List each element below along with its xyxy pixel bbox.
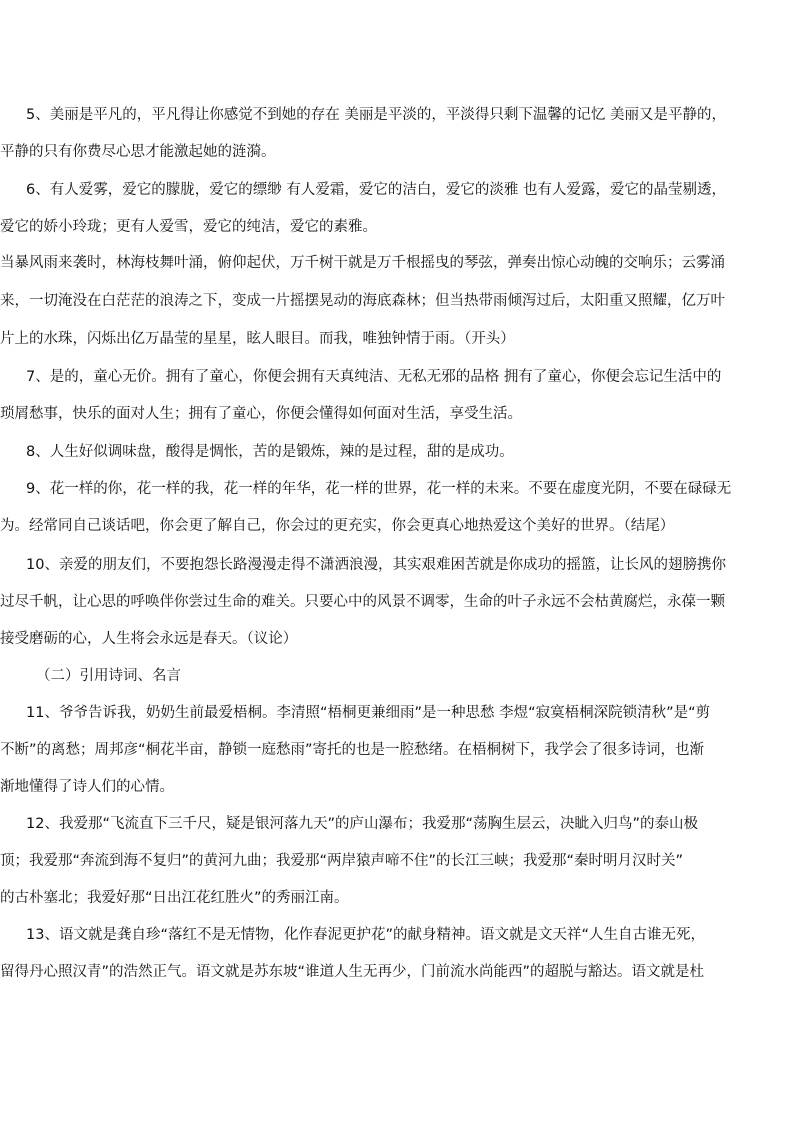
text-line: 接受磨砺的心，人生将会永远是春天。（议论） [0, 631, 298, 647]
section-heading-text: （二）引用诗词、名言 [36, 668, 181, 684]
text-line: 片上的水珠，闪烁出亿万晶莹的星星，眩人眼目。而我，唯独钟情于雨。（开头） [0, 331, 515, 347]
text-line: 渐地懂得了诗人们的心情。 [0, 779, 174, 795]
text-line: 平静的只有你费尽心思才能激起她的涟漪。 [0, 144, 276, 160]
text-line: 来，一切淹没在白茫茫的浪涛之下，变成一片摇摆晃动的海底森林；但当热带雨倾泻过后，太阳重又照耀，亿万叶 [0, 293, 725, 309]
text-line: 8、人生好似调味盘，酸得是惆怅，苦的是锻炼，辣的是过程，甜的是成功。 [26, 444, 514, 460]
text-line: 为。经常同自己谈话吧，你会更了解自己，你会过的更充实，你会更真心地热爱这个美好的世界。（结尾） [0, 518, 675, 534]
text-line: 的古朴塞北；我爱好那“日出江花红胜火”的秀丽江南。 [0, 890, 349, 906]
text-line: 11、爷爷告诉我，奶奶生前最爱梧桐。李清照“梧桐更兼细雨”是一种思愁 李煜“寂寞梧桐深院锁清秋”是“剪 [26, 705, 711, 721]
text-line: 12、我爱那“飞流直下三千尺，疑是银河落九天”的庐山瀑布；我爱那“荡胸生层云，决眦入归鸟”的泰山极 [26, 816, 698, 832]
text-line: 7、是的，童心无价。拥有了童心，你便会拥有天真纯洁、无私无邪的品格 拥有了童心，你便会忘记生活中的 [26, 369, 722, 385]
text-line: 5、美丽是平凡的，平凡得让你感觉不到她的存在 美丽是平淡的，平淡得只剩下温馨的记忆 美丽又是平静的， [26, 107, 726, 123]
text-line: 6、有人爱雾，爱它的朦胧，爱它的缥缈 有人爱霜，爱它的洁白，爱它的淡雅 也有人爱露，爱它的晶莹剔透， [26, 182, 726, 198]
text-line: 留得丹心照汉青”的浩然正气。语文就是苏东坡“谁道人生无再少，门前流水尚能西”的超脱与豁达。语文就是杜 [0, 964, 705, 980]
text-line: 顶；我爱那“奔流到海不复归”的黄河九曲；我爱那“两岸猿声啼不住”的长江三峡；我爱那“秦时明月汉时关” [0, 853, 684, 869]
text-line: 当暴风雨来袭时，林海枝舞叶涌，俯仰起伏，万千树干就是万千根摇曳的琴弦，弹奏出惊心动魄的交响乐；云雾涌 [0, 255, 725, 271]
text-line: 10、亲爱的朋友们，不要抱怨长路漫漫走得不潇洒浪漫，其实艰难困苦就是你成功的摇篮，让长风的翅膀携你 [26, 557, 726, 573]
text-line: 13、语文就是龚自珍“落红不是无情物，化作春泥更护花”的献身精神。语文就是文天祥“人生自古谁无死， [26, 927, 705, 943]
text-line: 9、花一样的你，花一样的我，花一样的年华，花一样的世界，花一样的未来。不要在虚度光阴，不要在碌碌无 [26, 481, 732, 497]
text-line: 爱它的娇小玲珑；更有人爱雪，爱它的纯洁，爱它的素雅。 [0, 219, 377, 235]
text-line: 过尽千帆，让心思的呼唤伴你尝过生命的难关。只要心中的风景不调零，生命的叶子永远不会枯黄腐烂，永葆一颗 [0, 594, 725, 610]
text-line: 琐屑愁事，快乐的面对人生；拥有了童心，你便会懂得如何面对生活，享受生活。 [0, 406, 522, 422]
text-line: 不断”的离愁；周邦彦“桐花半亩，静锁一庭愁雨”寄托的也是一腔愁绪。在梧桐树下，我学会了很多诗词，也渐 [0, 742, 705, 758]
